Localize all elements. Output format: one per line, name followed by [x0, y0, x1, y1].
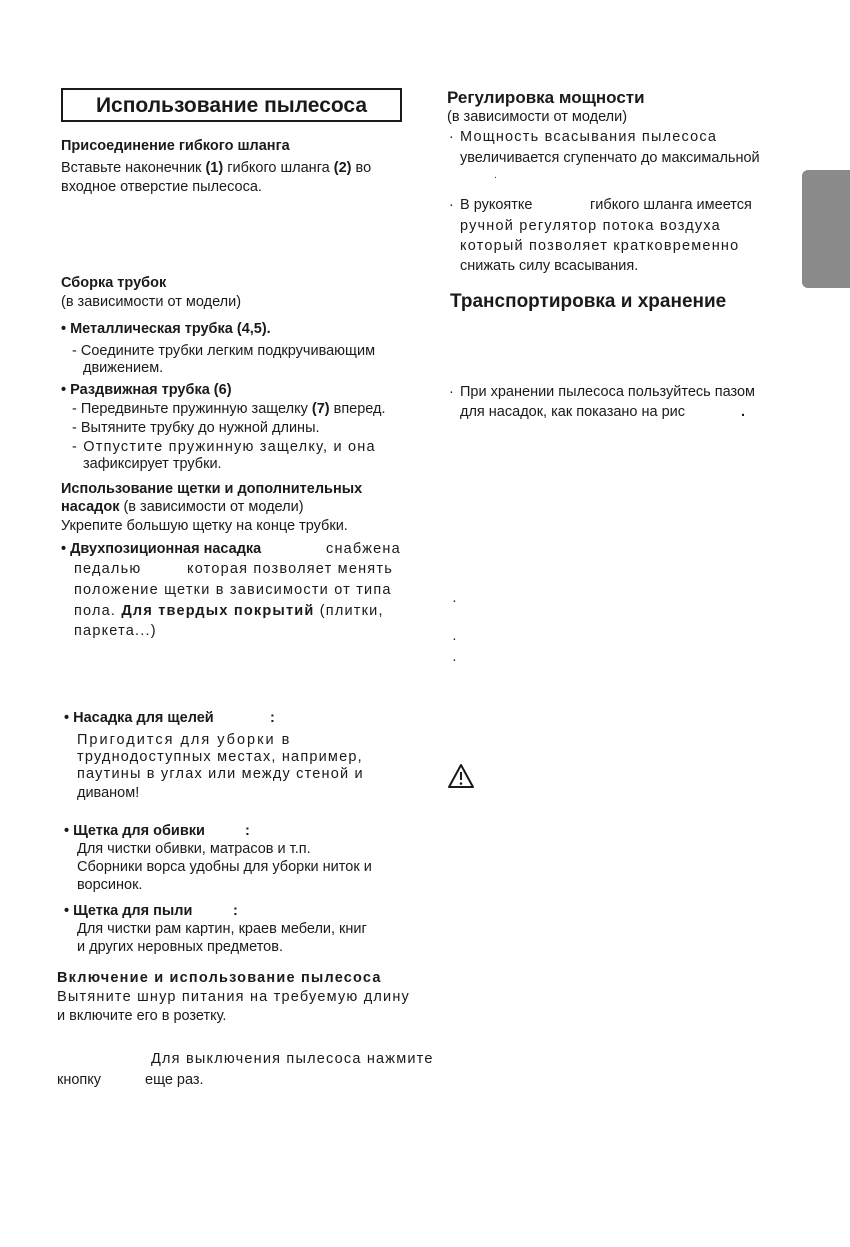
- storage-b1-line-2b: .: [741, 404, 746, 420]
- power-on-line-1: Вытяните шнур питания на требуемую длину: [57, 989, 410, 1005]
- dual-nozzle-line-2b: которая позволяет менять: [187, 561, 393, 577]
- empty-bullet: ·: [452, 631, 457, 647]
- part-number: (7): [311, 401, 330, 417]
- tele-tube-desc-3: - Отпустите пружинную защелку, и она: [72, 439, 376, 455]
- text-run: насадок: [61, 499, 120, 515]
- power-on-line-4b: еще раз.: [145, 1072, 204, 1088]
- part-number: (2): [333, 160, 352, 176]
- power-reg-b2-line-1a: В рукоятке: [460, 197, 533, 213]
- empty-bullet: ·: [452, 593, 457, 609]
- dust-brush-colon: :: [233, 903, 238, 919]
- power-reg-b1-line-3: .: [494, 170, 497, 181]
- hose-line-1: [61, 159, 371, 177]
- text-run: гибкого шланга: [223, 160, 334, 176]
- bullet: ·: [449, 129, 454, 145]
- dual-nozzle-line-4: [74, 602, 384, 620]
- power-reg-b1-line-2: увеличивается сгупенчато до максимальной: [460, 150, 760, 166]
- brush-heading-1: Использование щетки и дополнительных: [61, 481, 363, 497]
- dust-brush-line-1: Для чистки рам картин, краев мебели, книг: [77, 921, 367, 937]
- upholstery-line-1: Для чистки обивки, матрасов и т.п.: [77, 841, 311, 857]
- hose-heading: Присоединение гибкого шланга: [61, 138, 290, 154]
- main-title-box: [61, 88, 402, 122]
- empty-bullet: ·: [452, 652, 457, 668]
- crevice-colon: :: [270, 710, 275, 726]
- tele-tube-desc-4: зафиксирует трубки.: [83, 456, 222, 472]
- text-run: (плитки,: [314, 603, 384, 619]
- section-side-tab: [802, 170, 850, 288]
- crevice-line-4: диваном!: [77, 785, 140, 801]
- bullet: ·: [449, 384, 454, 400]
- storage-heading: Транспортировка и хранение: [450, 291, 727, 312]
- dust-brush-line-2: и других неровных предметов.: [77, 939, 283, 955]
- bullet: ·: [449, 197, 454, 213]
- power-reg-b2-line-2: ручной регулятор потока воздуха: [460, 218, 721, 234]
- power-reg-heading: Регулировка мощности: [447, 88, 645, 107]
- power-reg-b2-line-4: снижать силу всасывания.: [460, 258, 639, 274]
- metal-tube-title: • Металлическая трубка (4,5).: [61, 321, 271, 337]
- crevice-line-2: труднодоступных местах, например,: [77, 749, 363, 765]
- brush-heading-2: [61, 498, 304, 516]
- upholstery-line-2: Сборники ворса удобны для уборки ниток и: [77, 859, 372, 875]
- text-run: (в зависимости от модели): [119, 499, 304, 515]
- dual-nozzle-line-5: паркета...): [74, 623, 157, 639]
- tele-tube-desc-2: - Вытяните трубку до нужной длины.: [72, 420, 320, 436]
- warning-icon: [447, 763, 475, 789]
- dual-nozzle-tail: снабжена: [326, 541, 401, 557]
- tubes-subheading: (в зависимости от модели): [61, 294, 242, 310]
- upholstery-title: • Щетка для обивки: [64, 823, 205, 839]
- text-run: Вставьте наконечник: [61, 160, 206, 176]
- power-on-line-4a: кнопку: [57, 1072, 102, 1088]
- power-reg-b2-line-3: который позволяет кратковременно: [460, 238, 740, 254]
- tubes-heading: Сборка трубок: [61, 275, 167, 291]
- crevice-line-3: паутины в углах или между стеной и: [77, 766, 364, 782]
- power-reg-subheading: (в зависимости от модели): [447, 109, 628, 125]
- power-on-line-2: и включите его в розетку.: [57, 1008, 227, 1024]
- storage-b1-line-2a: для насадок, как показано на рис: [460, 404, 686, 420]
- text-run: - Передвиньте пружинную защелку: [72, 401, 312, 417]
- metal-tube-desc-2: движением.: [83, 360, 164, 376]
- dust-brush-title: • Щетка для пыли: [64, 903, 193, 919]
- crevice-title: • Насадка для щелей: [64, 710, 214, 726]
- upholstery-line-3: ворсинок.: [77, 877, 143, 893]
- text-run: Для твердых покрытий: [121, 603, 315, 619]
- dual-nozzle-line-2a: педалью: [74, 561, 142, 577]
- dual-nozzle-title: • Двухпозиционная насадка: [61, 541, 262, 557]
- dual-nozzle-line-3: положение щетки в зависимости от типа: [74, 582, 392, 598]
- power-reg-b2-line-1b: гибкого шланга имеется: [590, 197, 752, 213]
- text-run: пола.: [74, 603, 122, 619]
- brush-line-1: Укрепите большую щетку на конце трубки.: [61, 518, 348, 534]
- text-run: вперед.: [329, 401, 386, 417]
- metal-tube-desc-1: - Соедините трубки легким подкручивающим: [72, 343, 376, 359]
- part-number: (1): [205, 160, 224, 176]
- crevice-line-1: Пригодится для уборки в: [77, 732, 292, 748]
- power-on-heading: Включение и использование пылесоса: [57, 970, 382, 986]
- text-run: во: [351, 160, 372, 176]
- upholstery-colon: :: [245, 823, 250, 839]
- power-reg-b1-line-1: Мощность всасывания пылесоса: [460, 129, 718, 145]
- storage-b1-line-1: При хранении пылесоса пользуйтесь пазом: [460, 384, 756, 400]
- tele-tube-title: • Раздвижная трубка (6): [61, 382, 232, 398]
- main-title: Использование пылесоса: [95, 94, 368, 117]
- tele-tube-desc-1: [72, 400, 386, 418]
- hose-line-2: входное отверстие пылесоса.: [61, 179, 262, 195]
- power-on-line-3: Для выключения пылесоса нажмите: [151, 1051, 434, 1067]
